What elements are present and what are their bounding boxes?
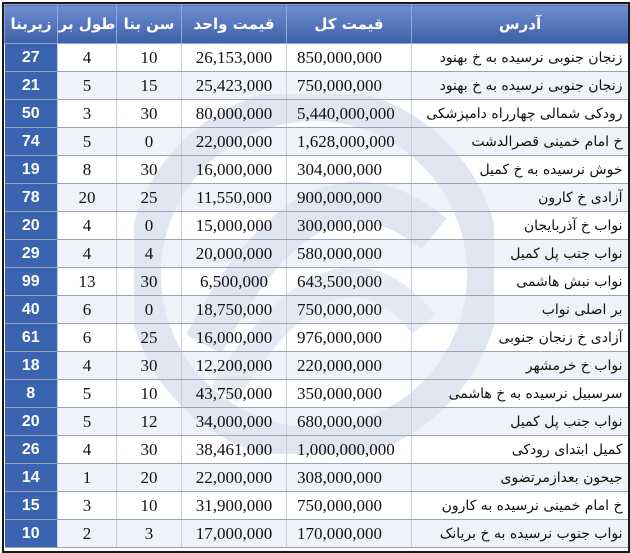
cell-length: 5 (58, 380, 117, 408)
cell-age: 30 (117, 352, 182, 380)
cell-length: 1 (58, 464, 117, 492)
cell-age: 25 (117, 324, 182, 352)
cell-area: 20 (5, 408, 58, 436)
cell-area: 19 (5, 156, 58, 184)
cell-unit-price: 22,000,000 (182, 128, 287, 156)
cell-total-price: 304,000,000 (287, 156, 412, 184)
table-row (5, 72, 629, 100)
cell-length: 4 (58, 212, 117, 240)
cell-area: 50 (5, 100, 58, 128)
cell-age: 30 (117, 268, 182, 296)
cell-age: 25 (117, 184, 182, 212)
cell-total-price: 220,000,000 (287, 352, 412, 380)
cell-length: 13 (58, 268, 117, 296)
table-row (5, 44, 629, 72)
listing-table (4, 4, 629, 548)
cell-age: 30 (117, 100, 182, 128)
cell-length: 6 (58, 296, 117, 324)
cell-age: 0 (117, 212, 182, 240)
header-row (5, 5, 629, 44)
cell-address: نواب نبش هاشمی (412, 268, 629, 296)
cell-total-price: 750,000,000 (287, 492, 412, 520)
header-total-price: قیمت کل (287, 5, 412, 44)
cell-age: 30 (117, 436, 182, 464)
cell-address: نواب جنوب نرسیده به خ بریانک (412, 520, 629, 548)
cell-total-price: 900,000,000 (287, 184, 412, 212)
cell-address: آزادی خ زنجان جنوبی (412, 324, 629, 352)
cell-total-price: 300,000,000 (287, 212, 412, 240)
table-row (5, 156, 629, 184)
cell-address: زنجان جنوبی نرسیده به خ بهنود (412, 44, 629, 72)
cell-unit-price: 16,000,000 (182, 156, 287, 184)
table-row (5, 464, 629, 492)
cell-address: سرسبیل نرسیده به خ هاشمی (412, 380, 629, 408)
cell-unit-price: 11,550,000 (182, 184, 287, 212)
cell-length: 5 (58, 408, 117, 436)
cell-total-price: 750,000,000 (287, 296, 412, 324)
cell-unit-price: 15,000,000 (182, 212, 287, 240)
header-length: طول بر (58, 5, 117, 44)
cell-address: نواب خ خرمشهر (412, 352, 629, 380)
cell-total-price: 308,000,000 (287, 464, 412, 492)
cell-address: نواب خ آذربایجان (412, 212, 629, 240)
cell-area: 61 (5, 324, 58, 352)
cell-length: 8 (58, 156, 117, 184)
cell-length: 4 (58, 436, 117, 464)
table-row (5, 380, 629, 408)
cell-area: 20 (5, 212, 58, 240)
cell-address: جیحون بعدازمرتضوی (412, 464, 629, 492)
cell-age: 10 (117, 380, 182, 408)
cell-length: 3 (58, 100, 117, 128)
cell-unit-price: 12,200,000 (182, 352, 287, 380)
listing-table-frame (2, 2, 630, 553)
cell-length: 4 (58, 240, 117, 268)
header-unit-price: قیمت واحد (182, 5, 287, 44)
cell-area: 21 (5, 72, 58, 100)
cell-area: 74 (5, 128, 58, 156)
table-row (5, 408, 629, 436)
cell-unit-price: 6,500,000 (182, 268, 287, 296)
cell-unit-price: 16,000,000 (182, 324, 287, 352)
cell-total-price: 850,000,000 (287, 44, 412, 72)
cell-unit-price: 25,423,000 (182, 72, 287, 100)
cell-unit-price: 26,153,000 (182, 44, 287, 72)
table-row (5, 492, 629, 520)
cell-length: 3 (58, 492, 117, 520)
cell-total-price: 1,628,000,000 (287, 128, 412, 156)
header-age: سن بنا (117, 5, 182, 44)
table-row (5, 100, 629, 128)
cell-address: نواب جنب پل کمیل (412, 408, 629, 436)
cell-area: 10 (5, 520, 58, 548)
table-row (5, 296, 629, 324)
cell-unit-price: 18,750,000 (182, 296, 287, 324)
header-area: زیربنا (5, 5, 58, 44)
cell-length: 2 (58, 520, 117, 548)
cell-age: 3 (117, 520, 182, 548)
cell-area: 40 (5, 296, 58, 324)
cell-unit-price: 38,461,000 (182, 436, 287, 464)
cell-age: 20 (117, 464, 182, 492)
table-row (5, 324, 629, 352)
cell-age: 4 (117, 240, 182, 268)
cell-address: بر اصلی نواب (412, 296, 629, 324)
cell-age: 12 (117, 408, 182, 436)
cell-address: خ امام خمینی قصرالدشت (412, 128, 629, 156)
cell-length: 5 (58, 128, 117, 156)
cell-total-price: 5,440,000,000 (287, 100, 412, 128)
header-address: آدرس (412, 5, 629, 44)
cell-area: 78 (5, 184, 58, 212)
cell-unit-price: 80,000,000 (182, 100, 287, 128)
cell-age: 10 (117, 44, 182, 72)
cell-total-price: 643,500,000 (287, 268, 412, 296)
cell-area: 99 (5, 268, 58, 296)
cell-area: 14 (5, 464, 58, 492)
cell-length: 20 (58, 184, 117, 212)
cell-age: 0 (117, 296, 182, 324)
table-row (5, 212, 629, 240)
cell-address: زنجان جنوبی نرسیده به خ بهنود (412, 72, 629, 100)
cell-total-price: 170,000,000 (287, 520, 412, 548)
cell-area: 18 (5, 352, 58, 380)
cell-total-price: 350,000,000 (287, 380, 412, 408)
cell-total-price: 1,000,000,000 (287, 436, 412, 464)
cell-length: 4 (58, 352, 117, 380)
table-row (5, 268, 629, 296)
cell-address: آزادی خ کارون (412, 184, 629, 212)
cell-area: 29 (5, 240, 58, 268)
table-row (5, 520, 629, 548)
table-row (5, 240, 629, 268)
cell-length: 5 (58, 72, 117, 100)
cell-area: 15 (5, 492, 58, 520)
cell-address: کمیل ابتدای رودکی (412, 436, 629, 464)
cell-total-price: 680,000,000 (287, 408, 412, 436)
cell-total-price: 750,000,000 (287, 72, 412, 100)
cell-address: خوش نرسیده به خ کمیل (412, 156, 629, 184)
cell-unit-price: 22,000,000 (182, 464, 287, 492)
cell-age: 15 (117, 72, 182, 100)
cell-length: 4 (58, 44, 117, 72)
table-row (5, 184, 629, 212)
table-row (5, 128, 629, 156)
cell-age: 30 (117, 156, 182, 184)
cell-age: 10 (117, 492, 182, 520)
table-row (5, 436, 629, 464)
cell-area: 8 (5, 380, 58, 408)
cell-unit-price: 31,900,000 (182, 492, 287, 520)
cell-address: خ امام خمینی نرسیده به کارون (412, 492, 629, 520)
cell-address: نواب جنب پل کمیل (412, 240, 629, 268)
cell-length: 6 (58, 324, 117, 352)
cell-total-price: 580,000,000 (287, 240, 412, 268)
cell-total-price: 976,000,000 (287, 324, 412, 352)
cell-address: رودکی شمالی چهارراه دامپزشکی (412, 100, 629, 128)
cell-area: 26 (5, 436, 58, 464)
cell-unit-price: 34,000,000 (182, 408, 287, 436)
cell-unit-price: 20,000,000 (182, 240, 287, 268)
cell-unit-price: 43,750,000 (182, 380, 287, 408)
cell-area: 27 (5, 44, 58, 72)
cell-age: 0 (117, 128, 182, 156)
cell-unit-price: 17,000,000 (182, 520, 287, 548)
table-row (5, 352, 629, 380)
